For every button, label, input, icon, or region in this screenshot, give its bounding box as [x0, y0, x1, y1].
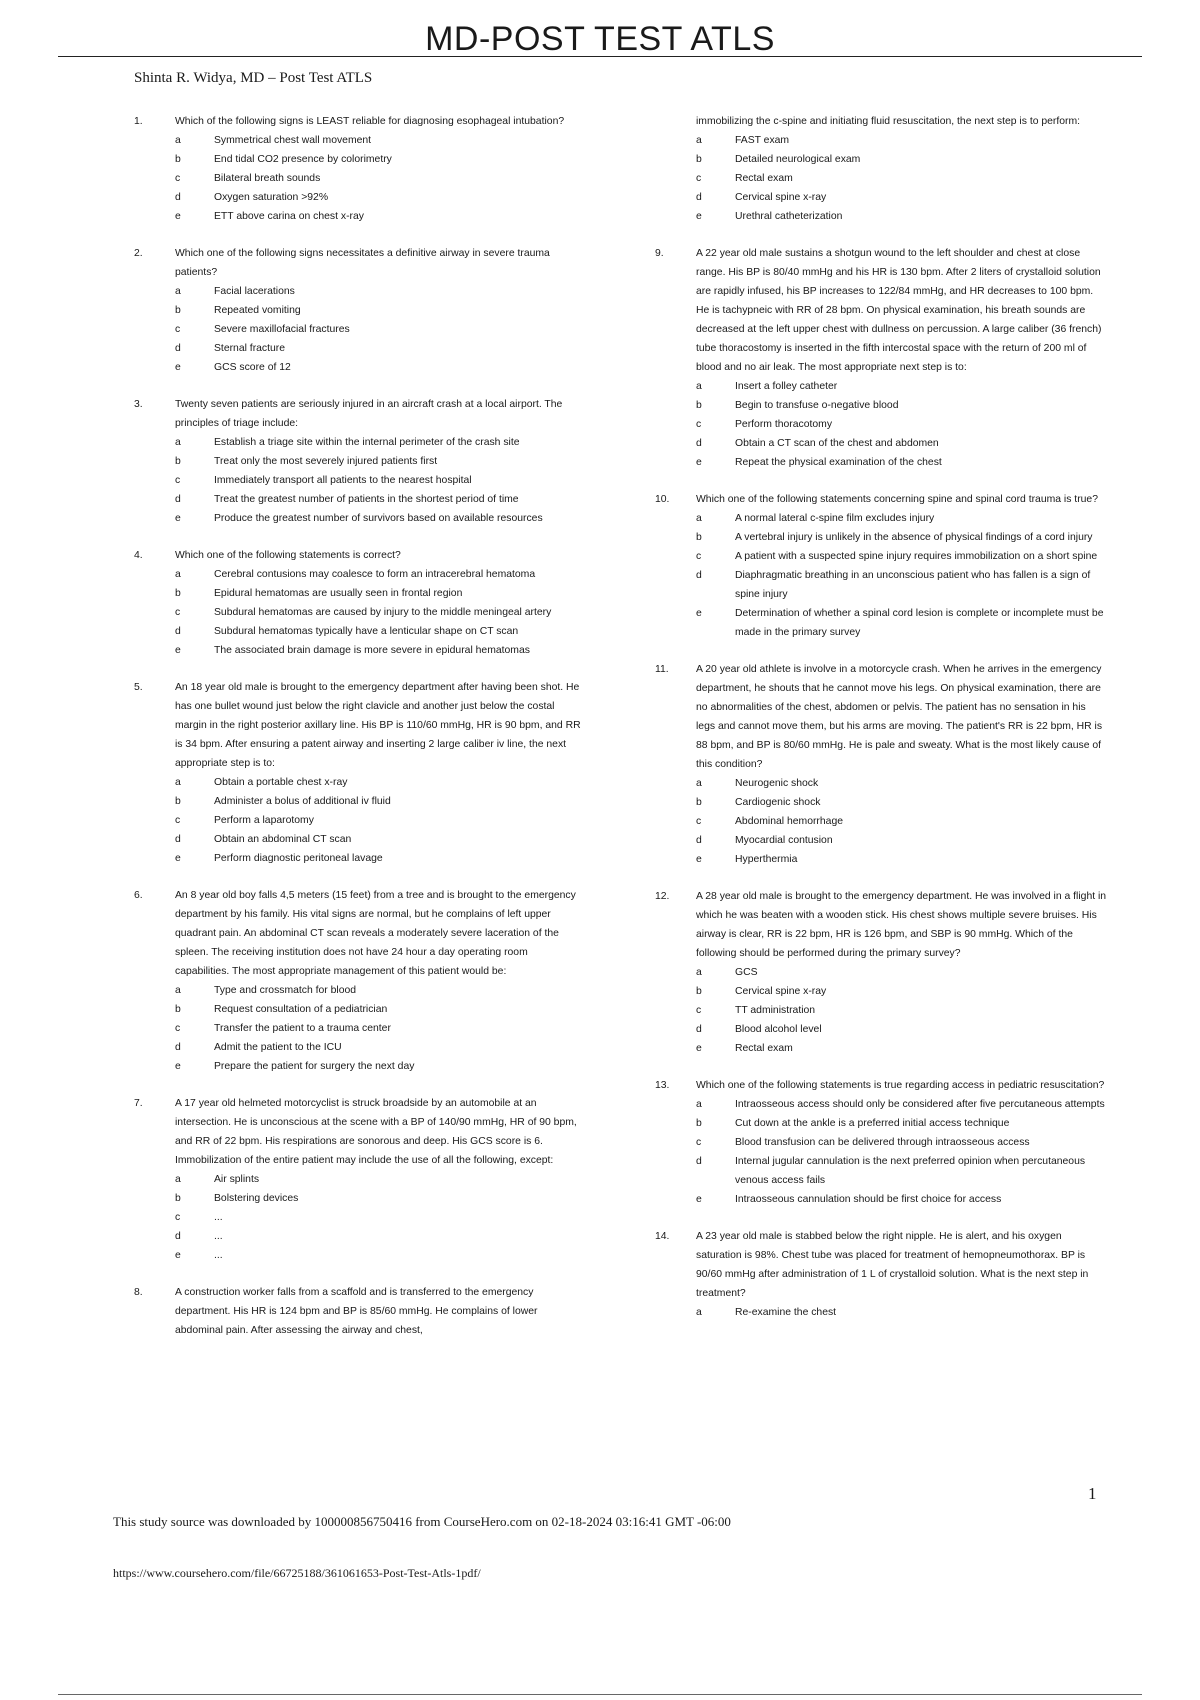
option-text: TT administration: [735, 1005, 816, 1016]
document-title: MD-POST TEST ATLS: [425, 20, 775, 58]
option-letter: a: [696, 967, 702, 978]
answer-option: [175, 603, 584, 622]
question-header: [655, 244, 1107, 377]
question-header: [655, 660, 1107, 774]
answer-options: [655, 509, 1107, 642]
question-number: 13.: [655, 1080, 670, 1091]
answer-option: [175, 830, 584, 849]
option-text: Internal jugular cannulation is the next preferred opinion when percutaneous venous access fails: [735, 1156, 1086, 1186]
answer-option: [696, 1114, 1107, 1133]
question-item: [134, 546, 584, 660]
question-item: [134, 1094, 584, 1265]
option-text: Perform diagnostic peritoneal lavage: [214, 853, 383, 864]
answer-option: [696, 528, 1107, 547]
option-text: Cut down at the ankle is a preferred initial access technique: [735, 1118, 1010, 1129]
option-text: ...: [214, 1250, 223, 1261]
option-text: Determination of whether a spinal cord lesion is complete or incomplete must be made in the primary survey: [735, 608, 1104, 638]
answer-option: [175, 339, 584, 358]
answer-options: [134, 981, 584, 1076]
option-letter: b: [175, 588, 181, 599]
option-letter: c: [175, 815, 181, 826]
answer-option: [175, 981, 584, 1000]
option-text: A normal lateral c-spine film excludes injury: [735, 513, 935, 524]
option-text: Obtain an abdominal CT scan: [214, 834, 352, 845]
option-letter: e: [696, 854, 702, 865]
option-text: Oxygen saturation >92%: [214, 192, 329, 203]
option-text: Establish a triage site within the internal perimeter of the crash site: [214, 437, 520, 448]
answer-option: [175, 1000, 584, 1019]
answer-option: [175, 641, 584, 660]
question-header: [134, 678, 584, 773]
answer-options: [134, 282, 584, 377]
option-text: Subdural hematomas are caused by injury to the middle meningeal artery: [214, 607, 552, 618]
page-number: 1: [1088, 1484, 1097, 1503]
option-text: Diaphragmatic breathing in an unconscious patient who has fallen is a sign of spine injury: [735, 570, 1091, 600]
option-letter: c: [175, 1212, 181, 1223]
option-letter: d: [175, 1042, 181, 1053]
option-letter: c: [175, 173, 181, 184]
option-text: ...: [214, 1231, 223, 1242]
option-letter: d: [175, 626, 181, 637]
answer-option: [175, 358, 584, 377]
question-number: 4.: [134, 550, 143, 561]
option-letter: c: [696, 551, 702, 562]
question-item: [655, 490, 1107, 642]
question-stem: Which one of the following signs necessitates a definitive airway in severe trauma patients?: [175, 248, 550, 278]
option-text: Obtain a portable chest x-ray: [214, 777, 348, 788]
option-text: Rectal exam: [735, 1043, 793, 1054]
option-letter: e: [175, 853, 181, 864]
question-number: 5.: [134, 682, 143, 693]
option-letter: a: [175, 985, 181, 996]
option-letter: e: [175, 362, 181, 373]
option-letter: a: [175, 286, 181, 297]
answer-option: [175, 150, 584, 169]
option-letter: a: [175, 777, 181, 788]
answer-option: [175, 1189, 584, 1208]
option-text: Subdural hematomas typically have a lenticular shape on CT scan: [214, 626, 519, 637]
answer-option: [175, 792, 584, 811]
answer-option: [175, 1019, 584, 1038]
answer-option: [696, 377, 1107, 396]
answer-options: [134, 131, 584, 226]
option-text: Cerebral contusions may coalesce to form an intracerebral hematoma: [214, 569, 536, 580]
answer-option: [696, 434, 1107, 453]
answer-option: [696, 1303, 1107, 1322]
option-text: Cervical spine x-ray: [735, 986, 827, 997]
answer-option: [175, 471, 584, 490]
option-text: Cervical spine x-ray: [735, 192, 827, 203]
answer-option: [696, 793, 1107, 812]
left-column: [134, 112, 584, 1358]
option-letter: b: [175, 1193, 181, 1204]
option-letter: c: [175, 1023, 181, 1034]
option-text: Bolstering devices: [214, 1193, 299, 1204]
option-letter: a: [175, 437, 181, 448]
answer-option: [696, 1133, 1107, 1152]
question-number: 14.: [655, 1231, 670, 1242]
question-number: 7.: [134, 1098, 143, 1109]
question-stem: Twenty seven patients are seriously injured in an aircraft crash at a local airport. The principles of triage include:: [175, 399, 563, 429]
answer-option: [696, 150, 1107, 169]
option-text: Hyperthermia: [735, 854, 798, 865]
option-letter: e: [696, 1043, 702, 1054]
question-header: [134, 886, 584, 981]
option-text: Intraosseous access should only be considered after five percutaneous attempts: [735, 1099, 1105, 1110]
option-text: Rectal exam: [735, 173, 793, 184]
option-text: A patient with a suspected spine injury requires immobilization on a short spine: [735, 551, 1098, 562]
option-text: Urethral catheterization: [735, 211, 843, 222]
option-letter: d: [175, 343, 181, 354]
answer-option: [175, 849, 584, 868]
question-stem: A construction worker falls from a scaffold and is transferred to the emergency department. His HR is 124 bpm and BP is 85/60 mmHg. He complains of lower abdominal pain. After assessing the airway and chest,: [175, 1287, 538, 1336]
answer-option: [175, 188, 584, 207]
question-item: [134, 112, 584, 226]
answer-option: [696, 566, 1107, 604]
option-text: Admit the patient to the ICU: [214, 1042, 342, 1053]
option-letter: c: [696, 816, 702, 827]
answer-option: [696, 774, 1107, 793]
question-header: [655, 1227, 1107, 1303]
question-header: [655, 887, 1107, 963]
question-stem: A 22 year old male sustains a shotgun wound to the left shoulder and chest at close range. His BP is 80/40 mmHg and his HR is 130 bpm. After 2 liters of crystalloid solution are rapidly infused, his BP increases to 122/84 mmHg, and HR decreases to 100 bpm. He is tachypneic with RR of 28 bpm. On physical examination, his breath sounds are decreased at the left upper chest with dullness on percussion. A large caliber (36 french) tube thoracostomy is inserted in the fifth intercostal space with the return of 200 ml of blood and no air leak. The most appropriate next step is to:: [696, 248, 1102, 373]
answer-option: [696, 169, 1107, 188]
option-text: Transfer the patient to a trauma center: [214, 1023, 391, 1034]
option-letter: e: [175, 1250, 181, 1261]
option-text: Re-examine the chest: [735, 1307, 837, 1318]
answer-option: [696, 188, 1107, 207]
question-header: [134, 112, 584, 131]
question-stem: A 17 year old helmeted motorcyclist is struck broadside by an automobile at an intersection. He is unconscious at the scene with a BP of 140/90 mmHg, HR of 90 bpm, and RR of 22 bpm. His respirations are sonorous and deep. His GCS score is 6. Immobilization of the entire patient may include the use of all the following, except:: [175, 1098, 577, 1166]
question-8-continuation: [655, 112, 1107, 226]
option-text: GCS: [735, 967, 758, 978]
option-text: Sternal fracture: [214, 343, 286, 354]
source-url: https://www.coursehero.com/file/66725188/361061653-Post-Test-Atls-1pdf/: [113, 1566, 481, 1580]
answer-option: [696, 1190, 1107, 1209]
option-letter: a: [175, 1174, 181, 1185]
answer-option: [175, 131, 584, 150]
option-letter: c: [696, 1005, 702, 1016]
option-letter: c: [696, 1137, 702, 1148]
option-text: Produce the greatest number of survivors based on available resources: [214, 513, 543, 524]
author-line: Shinta R. Widya, MD – Post Test ATLS: [134, 70, 373, 86]
question-number: 1.: [134, 116, 143, 127]
answer-option: [696, 831, 1107, 850]
option-text: Request consultation of a pediatrician: [214, 1004, 388, 1015]
answer-option: [175, 207, 584, 226]
answer-option: [175, 1170, 584, 1189]
answer-option: [175, 622, 584, 641]
question-header: [134, 546, 584, 565]
question-stem-continuation: immobilizing the c-spine and initiating fluid resuscitation, the next step is to perform:: [696, 116, 1081, 127]
option-text: Myocardial contusion: [735, 835, 833, 846]
question-item: [655, 660, 1107, 869]
question-item: [134, 678, 584, 868]
page-bottom-rule: [58, 1694, 1142, 1695]
question-header: [134, 244, 584, 282]
option-letter: b: [696, 400, 702, 411]
answer-option: [696, 1039, 1107, 1058]
option-text: Blood transfusion can be delivered through intraosseous access: [735, 1137, 1030, 1148]
option-text: ...: [214, 1212, 223, 1223]
option-letter: d: [175, 834, 181, 845]
answer-option: [696, 604, 1107, 642]
answer-option: [696, 131, 1107, 150]
option-text: Bilateral breath sounds: [214, 173, 321, 184]
option-letter: b: [696, 154, 702, 165]
option-letter: b: [175, 796, 181, 807]
answer-option: [175, 169, 584, 188]
option-letter: b: [175, 1004, 181, 1015]
option-letter: e: [696, 211, 702, 222]
option-letter: d: [696, 835, 702, 846]
answer-option: [175, 509, 584, 528]
option-text: Administer a bolus of additional iv fluid: [214, 796, 391, 807]
option-letter: b: [175, 154, 181, 165]
question-number: 11.: [655, 664, 669, 675]
option-letter: d: [696, 570, 702, 581]
option-text: Insert a folley catheter: [735, 381, 838, 392]
question-item: [655, 1076, 1107, 1209]
option-text: Detailed neurological exam: [735, 154, 861, 165]
option-letter: d: [175, 192, 181, 203]
option-text: Obtain a CT scan of the chest and abdomen: [735, 438, 939, 449]
option-text: Begin to transfuse o-negative blood: [735, 400, 899, 411]
option-letter: a: [696, 135, 702, 146]
option-letter: a: [696, 1099, 702, 1110]
question-stem: A 20 year old athlete is involve in a motorcycle crash. When he arrives in the emergency department, he shouts that he cannot move his legs. On physical examination, there are no abnormalities of the chest, abdomen or pelvis. The patient has no sensation in his legs and cannot move them, but his arms are moving. The patient's RR is 22 bpm, HR is 88 bpm, and BP is 80/60 mmHg. He is pale and sweaty. What is the most likely cause of this condition?: [696, 664, 1103, 770]
question-stem: Which one of the following statements concerning spine and spinal cord trauma is true?: [696, 494, 1098, 505]
option-letter: c: [696, 419, 702, 430]
option-letter: c: [175, 607, 181, 618]
option-letter: c: [696, 173, 702, 184]
question-stem: Which of the following signs is LEAST reliable for diagnosing esophageal intubation?: [175, 116, 565, 127]
option-letter: d: [696, 192, 702, 203]
option-letter: a: [696, 1307, 702, 1318]
question-header: [134, 1283, 584, 1340]
answer-options: [134, 433, 584, 528]
option-letter: a: [696, 513, 702, 524]
option-letter: e: [696, 608, 702, 619]
question-item: [655, 244, 1107, 472]
answer-option: [175, 1208, 584, 1227]
answer-options: [655, 377, 1107, 472]
option-text: FAST exam: [735, 135, 790, 146]
question-number: 6.: [134, 890, 143, 901]
answer-options: [655, 1095, 1107, 1209]
question-number: 2.: [134, 248, 143, 259]
option-text: Air splints: [214, 1174, 260, 1185]
option-text: Repeated vomiting: [214, 305, 301, 316]
question-header: [655, 490, 1107, 509]
answer-option: [696, 982, 1107, 1001]
option-text: ETT above carina on chest x-ray: [214, 211, 364, 222]
question-stem: A 28 year old male is brought to the emergency department. He was involved in a flight in which he was beaten with a wooden stick. His chest shows multiple severe bruises. His airway is clear, RR is 22 bpm, HR is 126 bpm, and SBP is 90 mmHg. Which of the following should be performed during the primary survey?: [696, 891, 1107, 959]
option-text: Type and crossmatch for blood: [214, 985, 357, 996]
answer-option: [175, 1246, 584, 1265]
option-letter: a: [175, 135, 181, 146]
question-header: [134, 1094, 584, 1170]
answer-option: [696, 963, 1107, 982]
option-letter: b: [175, 456, 181, 467]
right-column: [655, 112, 1107, 1340]
option-text: GCS score of 12: [214, 362, 291, 373]
question-item: [134, 395, 584, 528]
answer-option: [175, 433, 584, 452]
answer-option: [175, 773, 584, 792]
question-number: 10.: [655, 494, 670, 505]
question-stem: An 18 year old male is brought to the emergency department after having been shot. He has one bullet wound just below the right clavicle and another just below the costal margin in the right posterior axillary line. His BP is 110/60 mmHg, HR is 90 bpm, and RR is 34 bpm. After ensuring a patent airway and inserting 2 large caliber iv line, the next appropriate step is to:: [175, 682, 581, 769]
option-text: Severe maxillofacial fractures: [214, 324, 350, 335]
question-stem: An 8 year old boy falls 4,5 meters (15 feet) from a tree and is brought to the emergency department by his family. His vital signs are normal, but he complains of left upper quadrant pain. An abdominal CT scan reveals a moderately severe laceration of the spleen. The receiving institution does not have 24 hour a day operating room capabilities. The most appropriate management of this patient would be:: [175, 890, 576, 977]
option-letter: c: [175, 324, 181, 335]
option-letter: c: [175, 475, 181, 486]
option-text: Neurogenic shock: [735, 778, 819, 789]
answer-option: [175, 301, 584, 320]
answer-option: [175, 320, 584, 339]
option-letter: b: [175, 305, 181, 316]
download-source-notice: This study source was downloaded by 100000856750416 from CourseHero.com on 02-18-2024 03:16:41 GMT -06:00: [113, 1514, 731, 1529]
answer-option: [696, 415, 1107, 434]
question-number: 8.: [134, 1287, 143, 1298]
title-underline: [58, 56, 1142, 57]
question-number: 12.: [655, 891, 670, 902]
answer-options: [655, 774, 1107, 869]
option-text: Treat only the most severely injured patients first: [214, 456, 438, 467]
answer-option: [696, 1152, 1107, 1190]
question-item: [134, 1283, 584, 1340]
option-letter: a: [175, 569, 181, 580]
answer-options: [655, 1303, 1107, 1322]
option-text: Cardiogenic shock: [735, 797, 821, 808]
answer-options: [655, 963, 1107, 1058]
question-stem: A 23 year old male is stabbed below the right nipple. He is alert, and his oxygen saturation is 98%. Chest tube was placed for treatment of hemopneumothorax. BP is 90/60 mmHg after administration of 1 L of crystalloid solution. What is the next step in treatment?: [696, 1231, 1089, 1299]
answer-option: [696, 509, 1107, 528]
question-number: 9.: [655, 248, 664, 259]
answer-option: [696, 1001, 1107, 1020]
answer-option: [175, 1038, 584, 1057]
option-text: Treat the greatest number of patients in the shortest period of time: [214, 494, 519, 505]
option-text: Perform thoracotomy: [735, 419, 833, 430]
question-item: [655, 1227, 1107, 1322]
answer-options: [655, 131, 1107, 226]
option-text: Prepare the patient for surgery the next day: [214, 1061, 415, 1072]
answer-option: [696, 1020, 1107, 1039]
option-text: A vertebral injury is unlikely in the absence of physical findings of a cord injury: [735, 532, 1093, 543]
option-text: Facial lacerations: [214, 286, 295, 297]
option-letter: b: [696, 797, 702, 808]
question-header: [655, 1076, 1107, 1095]
option-letter: b: [696, 532, 702, 543]
option-text: Intraosseous cannulation should be first choice for access: [735, 1194, 1002, 1205]
option-letter: e: [175, 1061, 181, 1072]
answer-option: [175, 584, 584, 603]
answer-option: [175, 282, 584, 301]
option-letter: e: [696, 457, 702, 468]
option-letter: a: [696, 381, 702, 392]
answer-option: [175, 490, 584, 509]
answer-options: [134, 1170, 584, 1265]
question-item: [134, 886, 584, 1076]
answer-option: [175, 565, 584, 584]
answer-options: [134, 565, 584, 660]
option-letter: e: [175, 513, 181, 524]
answer-option: [175, 1057, 584, 1076]
answer-option: [696, 396, 1107, 415]
option-letter: d: [696, 1024, 702, 1035]
answer-option: [175, 811, 584, 830]
option-letter: b: [696, 1118, 702, 1129]
question-stem: Which one of the following statements is true regarding access in pediatric resuscitation?: [696, 1080, 1105, 1091]
option-letter: e: [175, 645, 181, 656]
answer-option: [175, 452, 584, 471]
option-letter: d: [175, 1231, 181, 1242]
option-text: Immediately transport all patients to the nearest hospital: [214, 475, 472, 486]
option-text: Perform a laparotomy: [214, 815, 314, 826]
option-letter: d: [175, 494, 181, 505]
question-header: [134, 395, 584, 433]
option-text: Repeat the physical examination of the chest: [735, 457, 942, 468]
question-number: 3.: [134, 399, 143, 410]
option-text: The associated brain damage is more severe in epidural hematomas: [214, 645, 530, 656]
option-letter: d: [696, 438, 702, 449]
answer-option: [696, 812, 1107, 831]
answer-options: [134, 773, 584, 868]
answer-option: [696, 850, 1107, 869]
option-text: Abdominal hemorrhage: [735, 816, 844, 827]
answer-option: [696, 453, 1107, 472]
option-text: Blood alcohol level: [735, 1024, 822, 1035]
answer-option: [696, 207, 1107, 226]
question-item: [655, 887, 1107, 1058]
option-letter: e: [696, 1194, 702, 1205]
option-letter: b: [696, 986, 702, 997]
option-text: End tidal CO2 presence by colorimetry: [214, 154, 392, 165]
option-text: Symmetrical chest wall movement: [214, 135, 372, 146]
question-item: [134, 244, 584, 377]
answer-option: [175, 1227, 584, 1246]
answer-option: [696, 1095, 1107, 1114]
question-stem: Which one of the following statements is correct?: [175, 550, 401, 561]
option-letter: d: [696, 1156, 702, 1167]
option-letter: a: [696, 778, 702, 789]
option-letter: e: [175, 211, 181, 222]
answer-option: [696, 547, 1107, 566]
option-text: Epidural hematomas are usually seen in frontal region: [214, 588, 463, 599]
